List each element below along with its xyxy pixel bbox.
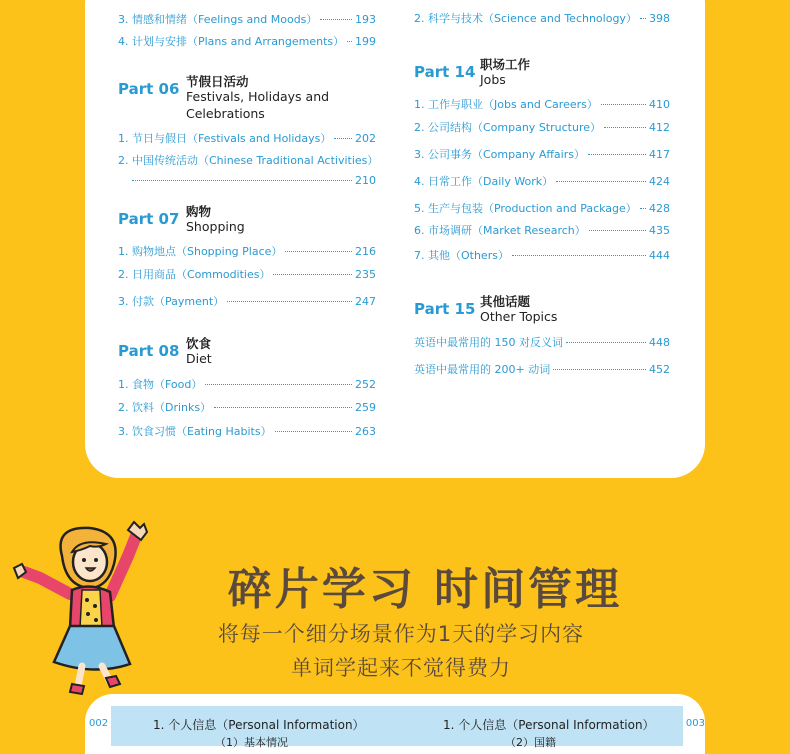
toc-entry-page: 435: [649, 224, 670, 237]
dot-leader: [205, 384, 352, 385]
left-page-title: 1. 个人信息（Personal Information）: [153, 718, 365, 732]
part-title-en: Festivals, Holidays and Celebrations: [186, 89, 330, 121]
toc-entry[interactable]: [414, 119, 670, 135]
toc-entry[interactable]: [414, 96, 670, 112]
dot-leader: [601, 104, 646, 105]
toc-entry-page: 444: [649, 249, 670, 262]
dot-leader: [347, 41, 352, 42]
dot-leader: [273, 274, 352, 275]
headline: 碎片学习 时间管理: [227, 564, 623, 615]
dot-leader: [556, 181, 646, 182]
dot-leader: [512, 255, 646, 256]
toc-entry-page: 412: [649, 121, 670, 134]
toc-entry-page: 216: [355, 245, 376, 258]
toc-entry-label: 1. 工作与职业（Jobs and Careers）: [414, 98, 598, 111]
toc-entry[interactable]: [118, 33, 376, 49]
toc-entry-label: 1. 节日与假日（Festivals and Holidays）: [118, 132, 332, 145]
dot-leader: [640, 208, 646, 209]
part-number: Part 07: [118, 210, 180, 228]
toc-entry-label: 4. 日常工作（Daily Work）: [414, 175, 554, 188]
toc-entry-page: 210: [355, 174, 376, 187]
dot-leader: [553, 369, 646, 370]
toc-entry-label: 3. 公司事务（Company Affairs）: [414, 148, 585, 161]
toc-entry-label: 2. 饮料（Drinks）: [118, 401, 212, 414]
subtitle-line-1: 将每一个细分场景作为1天的学习内容: [217, 622, 585, 646]
part-title-zh: 购物: [186, 204, 212, 219]
toc-entry-page: 410: [649, 98, 670, 111]
toc-entry-page: 263: [355, 425, 376, 438]
dot-leader: [604, 127, 646, 128]
toc-entry[interactable]: [118, 243, 376, 259]
toc-entry[interactable]: [118, 130, 376, 146]
toc-entry-label: 7. 其他（Others）: [414, 249, 509, 262]
dot-leader: [227, 301, 352, 302]
toc-entry-label: 1. 食物（Food）: [118, 378, 203, 391]
toc-entry-page: 259: [355, 401, 376, 414]
dot-leader: [275, 431, 352, 432]
toc-entry[interactable]: [118, 376, 376, 392]
part-title-zh: 职场工作: [480, 57, 531, 72]
toc-entry[interactable]: [414, 10, 670, 26]
toc-entry[interactable]: [118, 266, 376, 282]
part-number: Part 15: [414, 300, 476, 318]
toc-entry-label: 2. 公司结构（Company Structure）: [414, 121, 601, 134]
toc-entry[interactable]: [414, 173, 670, 189]
toc-entry-page: 428: [649, 202, 670, 215]
toc-entry[interactable]: [118, 293, 376, 309]
toc-entry-page: 193: [355, 13, 376, 26]
toc-entry-label: 英语中最常用的 150 对反义词: [414, 336, 563, 349]
toc-entry-page: 252: [355, 378, 376, 391]
part-title-en: Shopping: [186, 219, 245, 234]
subtitle-line-2: 单词学起来不觉得费力: [291, 656, 511, 680]
toc-entry-page: 417: [649, 148, 670, 161]
part-title-en: Jobs: [480, 72, 506, 87]
toc-entry-page: 235: [355, 268, 376, 281]
part-title-zh: 其他话题: [480, 294, 531, 309]
part-number: Part 14: [414, 63, 476, 81]
toc-entry-label: 3. 付款（Payment）: [118, 295, 225, 308]
toc-entry[interactable]: [414, 222, 670, 238]
dot-leader: [640, 18, 646, 19]
left-page-subheading: （1）基本情况: [215, 736, 288, 749]
toc-entry-page: 452: [649, 363, 670, 376]
dot-leader: [589, 230, 646, 231]
part-title-en: Diet: [186, 351, 212, 366]
toc-entry-label: 5. 生产与包装（Production and Package）: [414, 202, 637, 215]
dot-leader: [320, 19, 352, 20]
dot-leader: [334, 138, 352, 139]
toc-entry[interactable]: [118, 399, 376, 415]
toc-entry-label: 1. 购物地点（Shopping Place）: [118, 245, 283, 258]
left-page-number: 002: [89, 718, 109, 729]
toc-entry-label: 6. 市场调研（Market Research）: [414, 224, 586, 237]
right-page-number: 003: [685, 718, 705, 729]
toc-entry-label: 2. 日用商品（Commodities）: [118, 268, 271, 281]
part-number: Part 08: [118, 342, 180, 360]
toc-entry-label: 3. 情感和情绪（Feelings and Moods）: [118, 13, 318, 26]
dot-leader: [588, 154, 646, 155]
toc-entry[interactable]: [414, 146, 670, 162]
toc-entry-page: 199: [355, 35, 376, 48]
toc-entry-label: 2. 科学与技术（Science and Technology）: [414, 12, 637, 25]
toc-entry-page: 424: [649, 175, 670, 188]
toc-entry[interactable]: [118, 423, 376, 439]
part-title-zh: 饮食: [186, 336, 212, 351]
book-page-preview: [85, 694, 705, 754]
toc-entry-label: 4. 计划与安排（Plans and Arrangements）: [118, 35, 345, 48]
right-page-subheading: （2）国籍: [505, 736, 556, 749]
toc-entry-page: 398: [649, 12, 670, 25]
dot-leader: [566, 342, 646, 343]
dot-leader: [132, 180, 352, 181]
toc-entry-page: 247: [355, 295, 376, 308]
toc-entry[interactable]: [118, 11, 376, 27]
toc-entry-label: 英语中最常用的 200+ 动词: [414, 363, 551, 376]
toc-entry-wrapped[interactable]: [118, 152, 379, 190]
toc-entry[interactable]: [414, 334, 670, 350]
toc-entry[interactable]: [414, 361, 670, 377]
toc-entry-page: 202: [355, 132, 376, 145]
dot-leader: [285, 251, 352, 252]
part-title-en: Other Topics: [480, 309, 558, 324]
part-number: Part 06: [118, 80, 180, 98]
toc-entry[interactable]: [414, 247, 670, 263]
right-page-title: 1. 个人信息（Personal Information）: [443, 718, 655, 732]
toc-entry-label: 3. 饮食习惯（Eating Habits）: [118, 425, 272, 438]
toc-entry-page: 448: [649, 336, 670, 349]
dot-leader: [214, 407, 352, 408]
toc-entry[interactable]: [414, 200, 670, 216]
part-title-zh: 节假日活动: [186, 74, 249, 89]
toc-entry-label: 2. 中国传统活动（Chinese Traditional Activities）: [118, 154, 379, 167]
toc-card: [85, 0, 705, 478]
